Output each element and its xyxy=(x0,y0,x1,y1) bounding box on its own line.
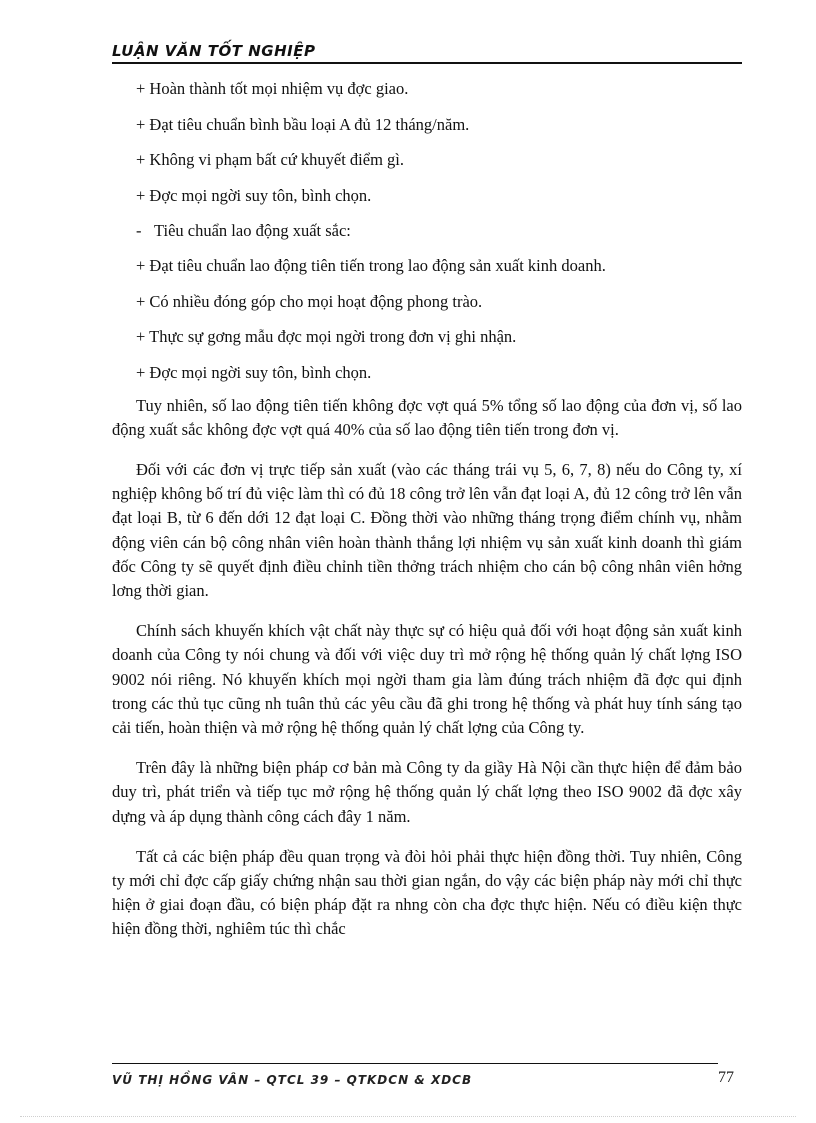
bullet-item: + Hoàn thành tốt mọi nhiệm vụ đợc giao. xyxy=(136,79,409,98)
body-paragraph: Tất cả các biện pháp đều quan trọng và đòi hỏi phải thực hiện đồng thời. Tuy nhiên, Công ty mới chỉ đợc cấp giấy chứng nhận sau thời gian ngắn, do vậy các biện pháp này mới chỉ thực hiện ở giai đoạn đầu, có biện pháp đặt ra nhng còn cha đợc thực hiện. Nếu có điều kiện thực hiện đồng thời, nghiêm túc thì chắc xyxy=(112,846,742,939)
bullet-item: + Không vi phạm bất cứ khuyết điểm gì. xyxy=(136,150,404,169)
bullet-item: + Đợc mọi ngời suy tôn, bình chọn. xyxy=(136,362,372,382)
bullet-item: + Thực sự gơng mẫu đợc mọi ngời trong đơn vị ghi nhận. xyxy=(136,327,517,346)
document-body xyxy=(112,78,742,958)
running-header-title: LUẬN VĂN TỐT NGHIỆP xyxy=(112,42,316,60)
footer-divider xyxy=(112,1063,718,1064)
section-heading xyxy=(136,220,742,242)
page-edge-dotted-line xyxy=(20,1116,796,1117)
body-paragraph: Đối với các đơn vị trực tiếp sản xuất (vào các tháng trái vụ 5, 6, 7, 8) nếu do Công ty, xí nghiệp không bố trí đủ việc làm thì có đủ 18 công trở lên vẫn đạt loại A, đủ 12 công trở lên vẫn đạt loại B, từ 6 đến dới 12 đạt loại C. Đồng thời vào những tháng trọng điểm chính vụ, nhằm động viên cán bộ công nhân viên hoàn thành thắng lợi nhiệm vụ sản xuất kinh doanh thì giám đốc Công ty sẽ quyết định điều chỉnh tiền thởng trách nhiệm cho cán bộ công nhân viên hởng lơng thời gian. xyxy=(112,459,742,600)
bullet-item: + Đạt tiêu chuẩn lao động tiên tiến trong lao động sản xuất kinh doanh. xyxy=(136,256,606,275)
header-divider xyxy=(112,62,742,64)
body-paragraph: Trên đây là những biện pháp cơ bản mà Công ty da giầy Hà Nội cần thực hiện để đảm bảo duy trì, phát triển và tiếp tục mở rộng hệ thống quản lý chất lợng theo ISO 9002 đã đợc xây dựng và áp dụng thành công cách đây 1 năm. xyxy=(112,758,742,826)
bullet-item: + Đợc mọi ngời suy tôn, bình chọn. xyxy=(136,185,372,205)
bullet-item: + Có nhiều đóng góp cho mọi hoạt động phong trào. xyxy=(136,291,483,311)
page-number: 77 xyxy=(718,1069,734,1086)
footer-author-line: VŨ THỊ HỒNG VÂN – QTCL 39 – QTKDCN & XDCB xyxy=(112,1073,473,1087)
dash-marker: - xyxy=(136,221,142,240)
section-heading-text: Tiêu chuẩn lao động xuất sắc: xyxy=(154,221,351,240)
bullet-item: + Đạt tiêu chuẩn bình bầu loại A đủ 12 tháng/năm. xyxy=(136,114,470,134)
body-paragraph: Chính sách khuyến khích vật chất này thực sự có hiệu quả đối với hoạt động sản xuất kinh doanh của Công ty nói chung và đối với việc duy trì mở rộng hệ thống quản lý chất lợng ISO 9002 nói riêng. Nó khuyến khích mọi ngời tham gia làm đúng trách nhiệm đã đợc qui định trong các thủ tục cũng nh tuân thủ các yêu cầu đã ghi trong hệ thống và phát huy tính sáng tạo cải tiến, hoàn thiện và mở rộng hệ thống quản lý chất lợng của Công ty. xyxy=(112,621,742,737)
body-paragraph: Tuy nhiên, số lao động tiên tiến không đợc vợt quá 5% tổng số lao động của đơn vị, số lao động xuất sắc không đợc vợt quá 40% của số lao động tiên tiến trong đơn vị. xyxy=(112,395,742,439)
